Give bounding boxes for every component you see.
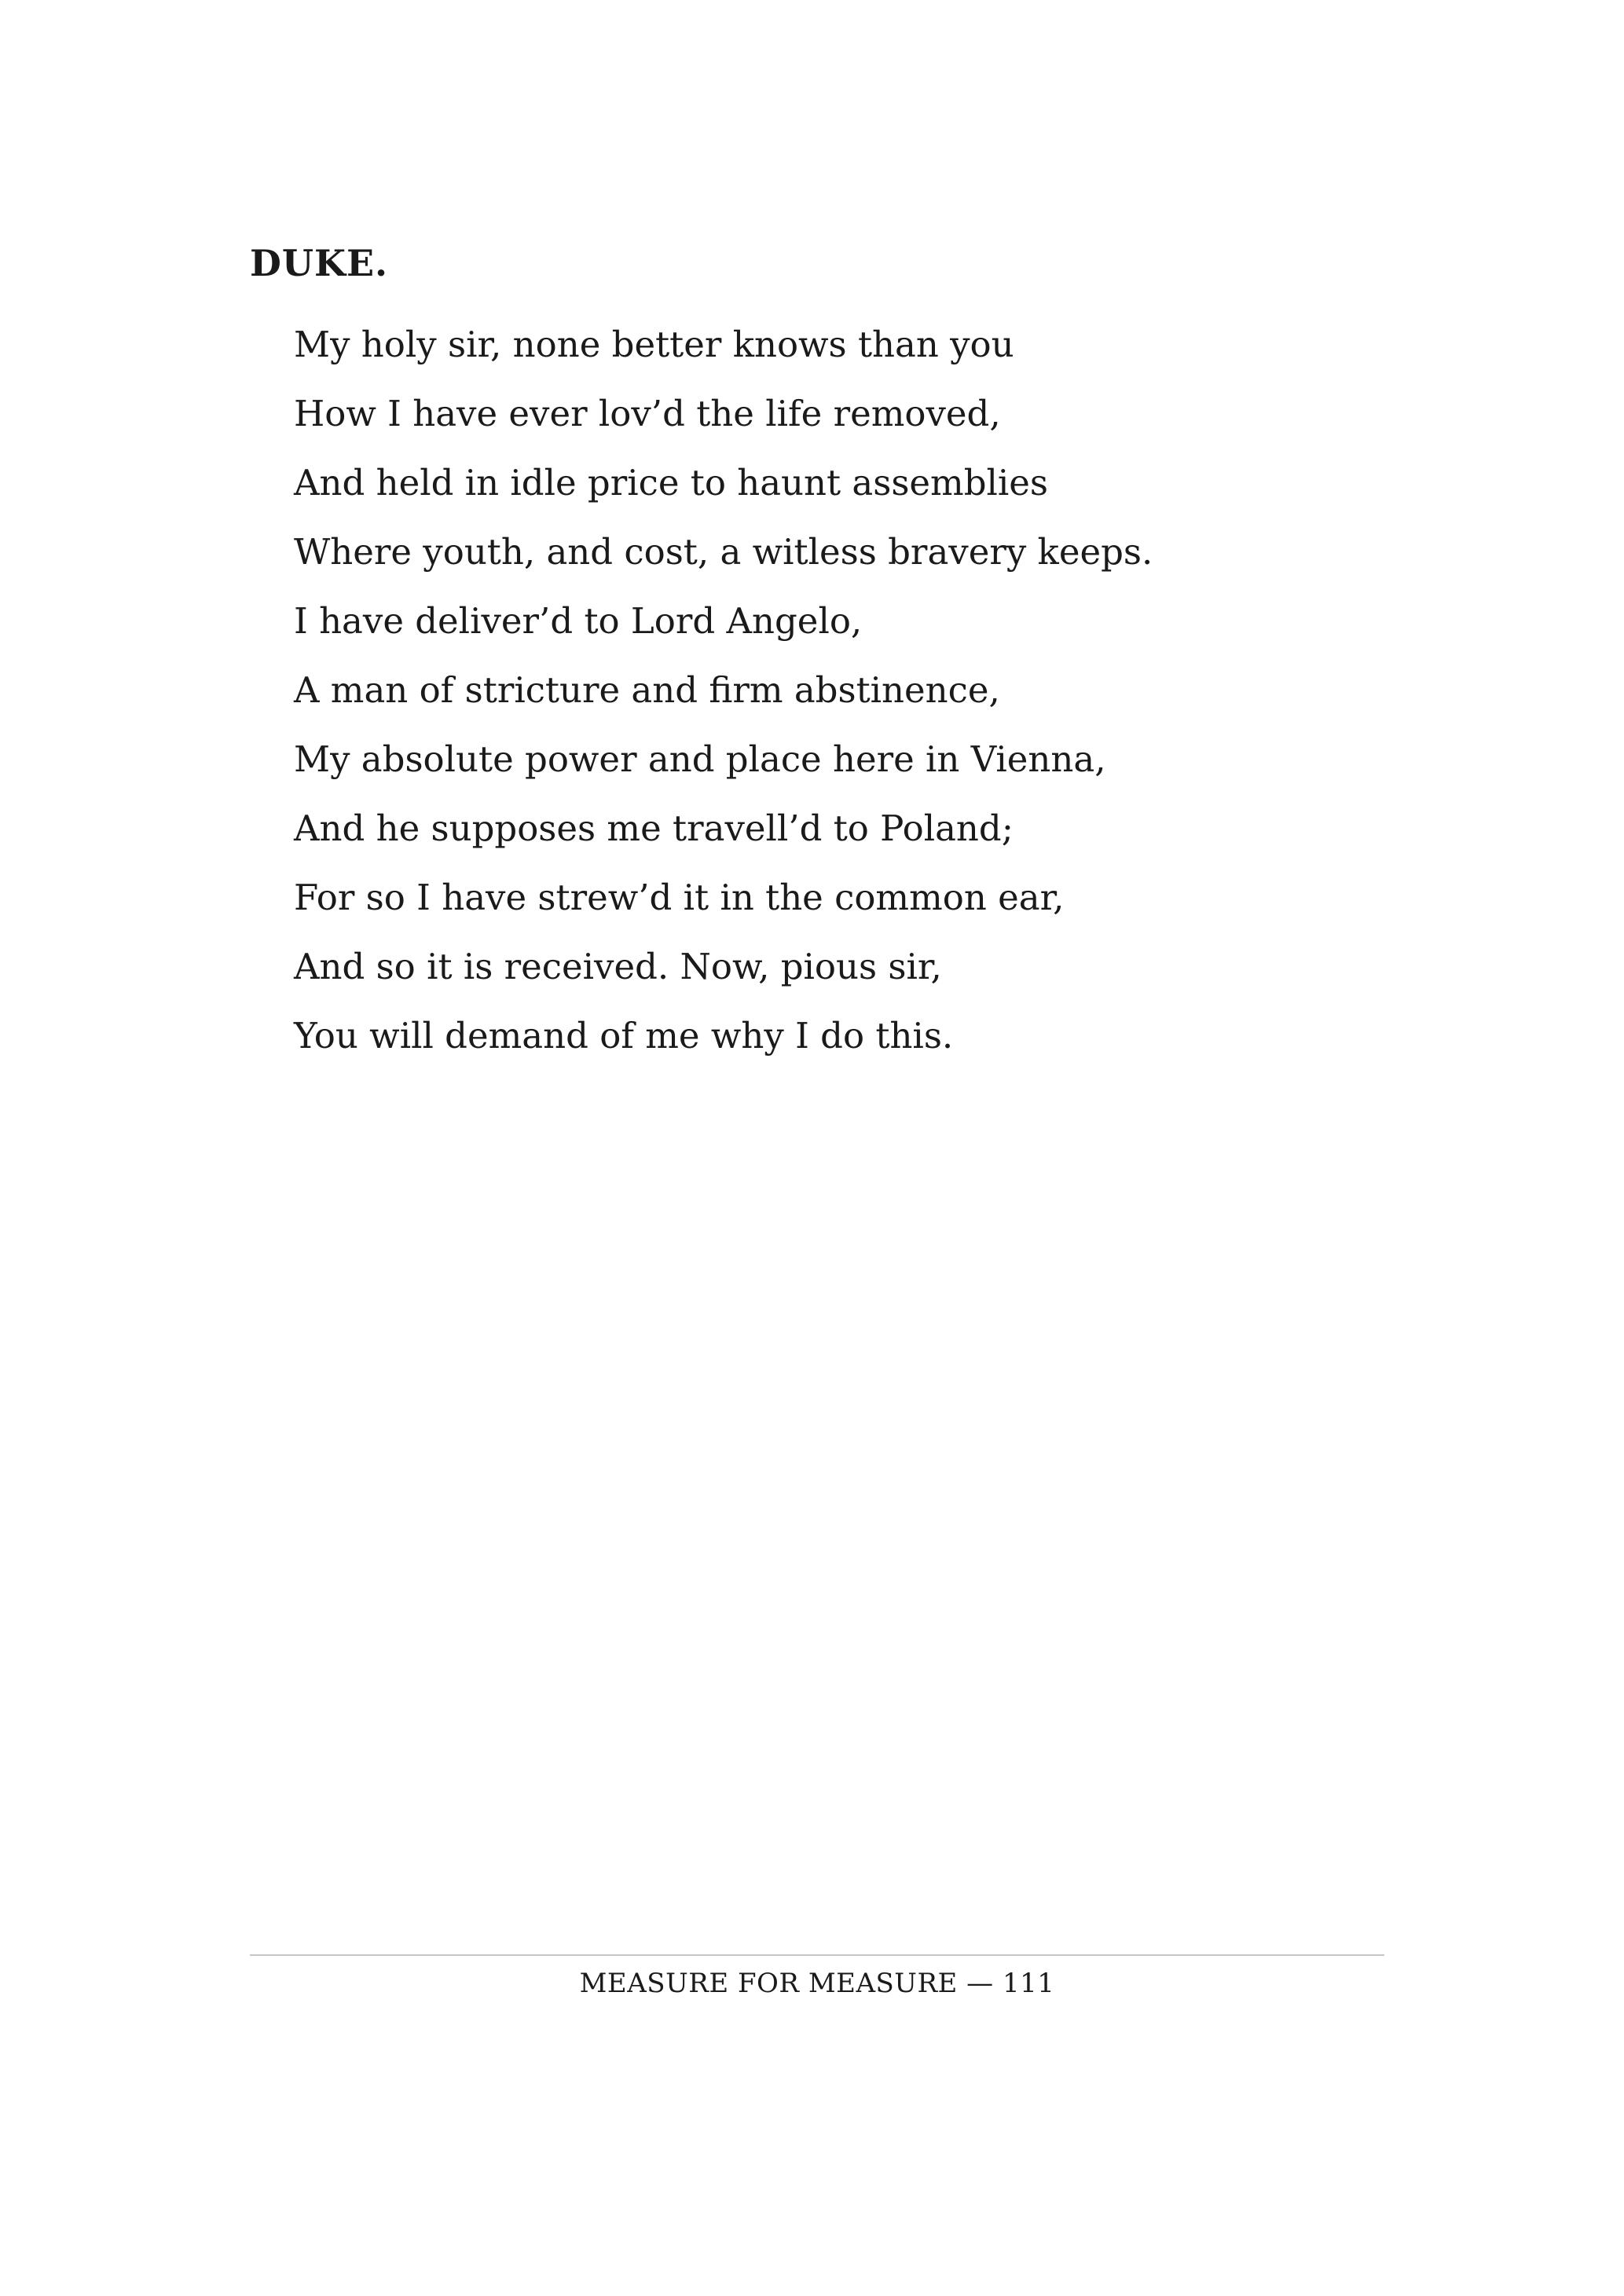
verse-line: And he supposes me travell’d to Poland; — [294, 807, 1014, 849]
verse-line: You will demand of me why I do this. — [294, 1015, 954, 1056]
footer-divider — [250, 1954, 1384, 1956]
verse-line: My absolute power and place here in Vienna, — [294, 738, 1106, 780]
verse-line: My holy sir, none better knows than you — [294, 324, 1014, 365]
verse-line: And so it is received. Now, pious sir, — [294, 946, 942, 987]
verse-line: And held in idle price to haunt assemblies — [294, 462, 1049, 504]
verse-line: For so I have strew’d it in the common ear, — [294, 877, 1065, 918]
verse-block — [294, 310, 1153, 1071]
verse-line: I have deliver’d to Lord Angelo, — [294, 600, 863, 642]
speaker-name: DUKE. — [250, 242, 389, 284]
verse-line: A man of stricture and firm abstinence, — [294, 669, 1000, 711]
running-footer: MEASURE FOR MEASURE — 111 — [579, 1968, 1055, 1999]
verse-line: Where youth, and cost, a witless bravery keeps. — [294, 531, 1153, 573]
verse-line: How I have ever lov’d the life removed, — [294, 393, 1001, 434]
